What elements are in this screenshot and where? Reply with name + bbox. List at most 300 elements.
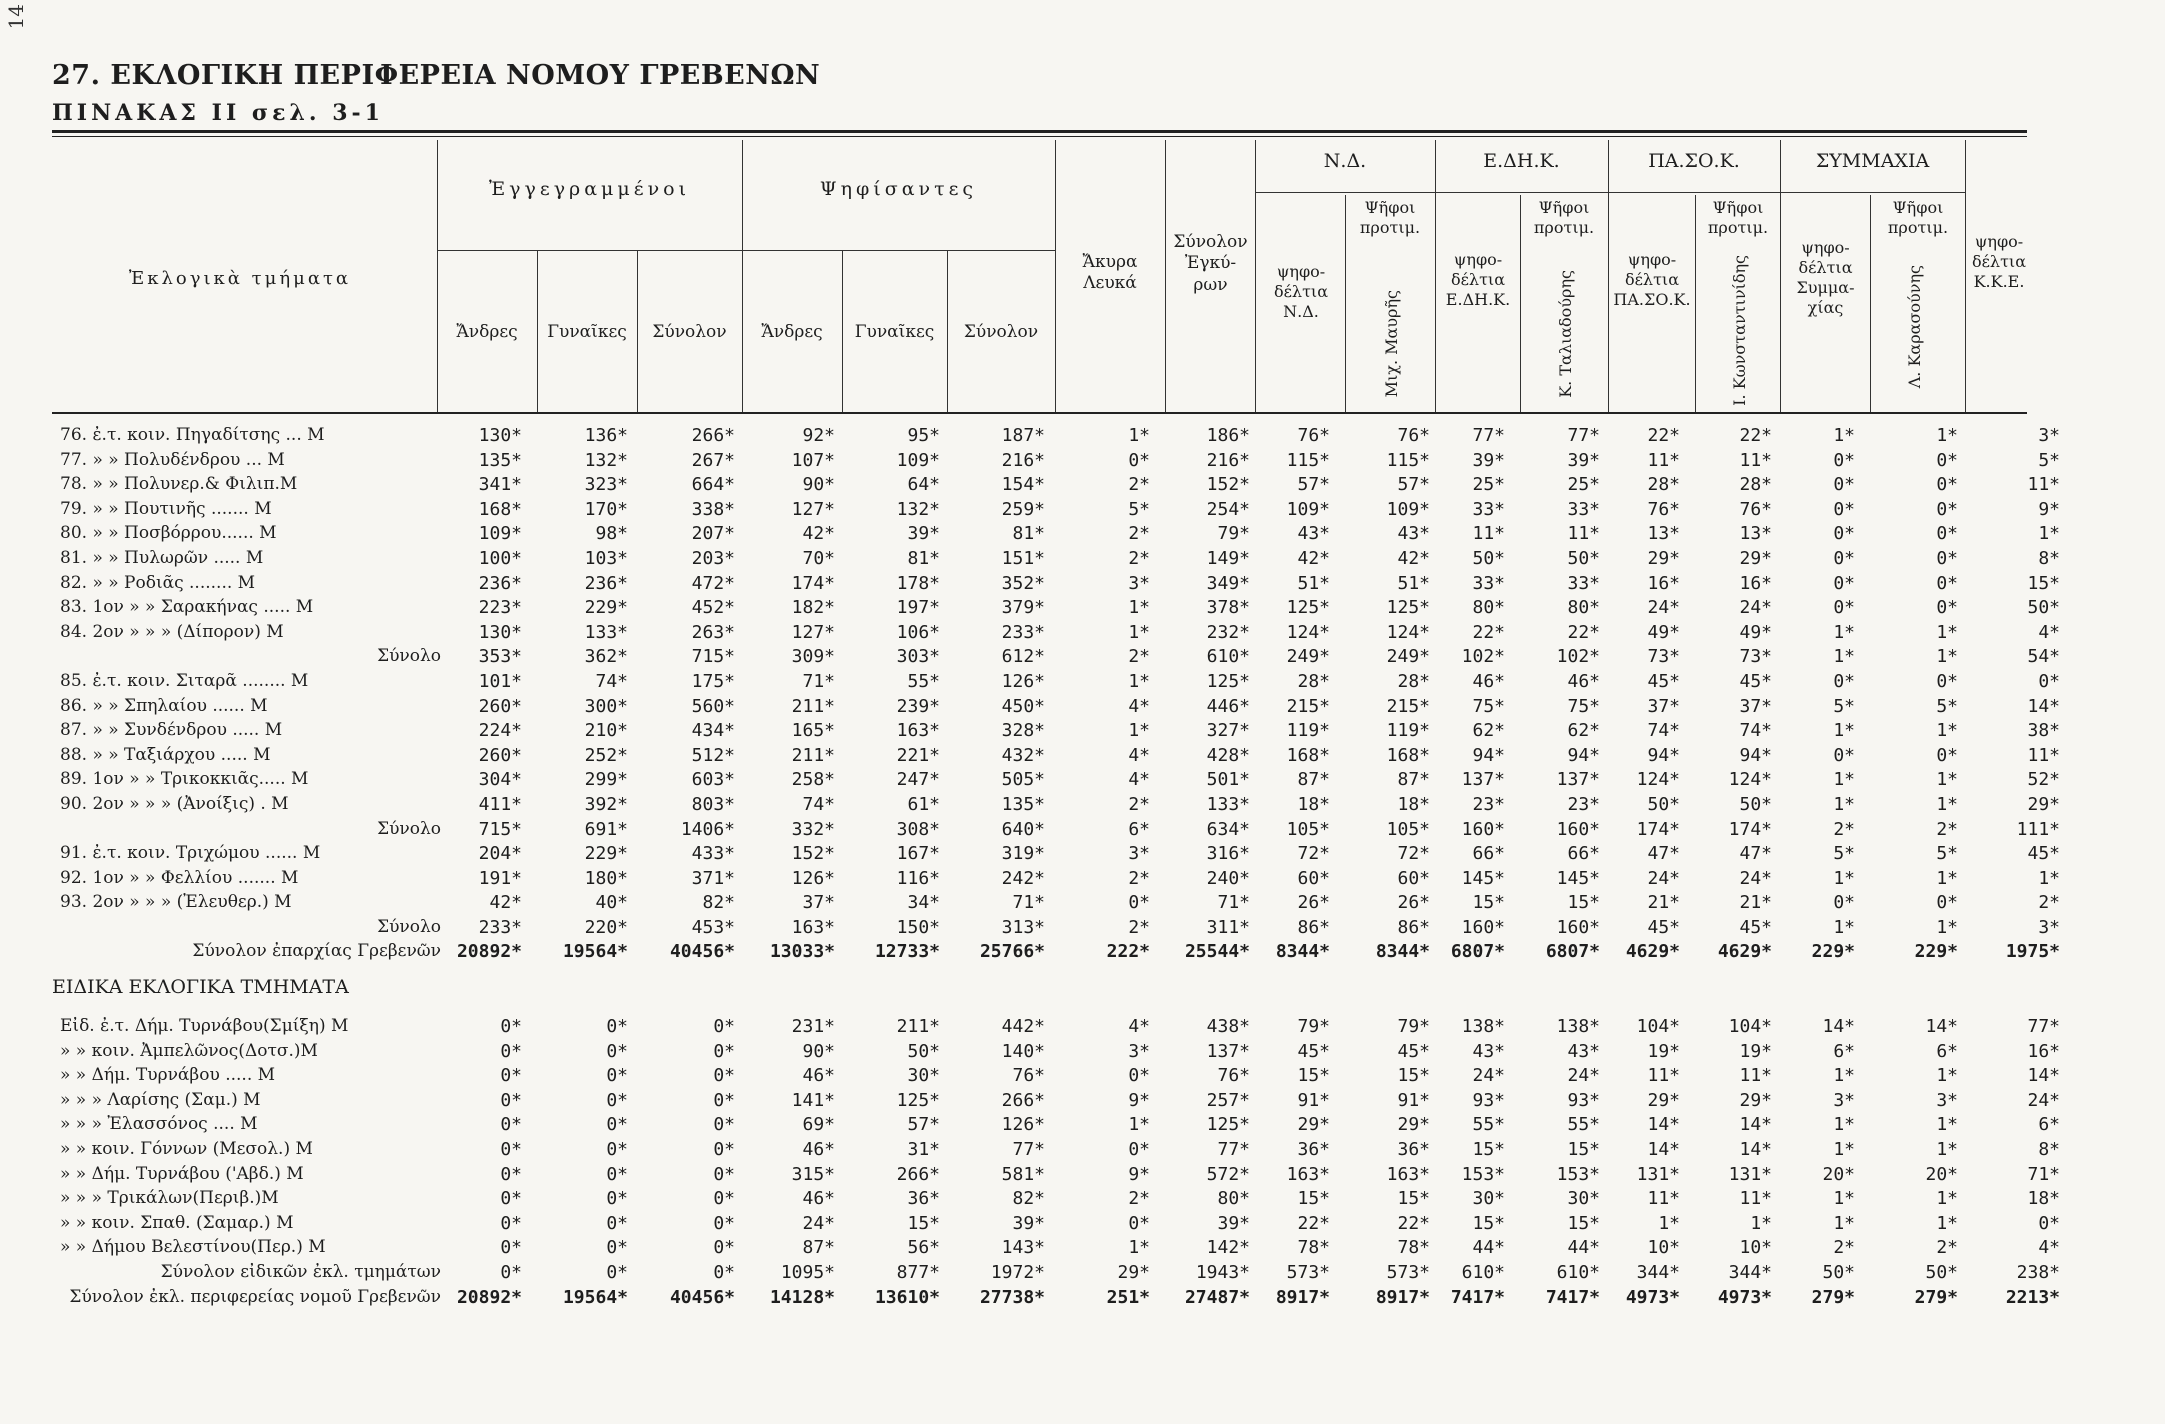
cell-value: 13*	[1739, 523, 1772, 545]
cell-value: 4*	[1128, 744, 1150, 766]
cell-value: 149*	[1206, 547, 1250, 569]
cell-value: 1*	[1833, 793, 1855, 815]
cell-value: 5*	[1833, 843, 1855, 865]
cell-value: 5*	[2038, 449, 2060, 471]
cell-value: 160*	[1556, 916, 1600, 938]
row-label: 80. » » Ποσβόρρου...... M	[60, 523, 277, 544]
cell-value: 39*	[907, 523, 940, 545]
cell-value: 15*	[1397, 1188, 1430, 1210]
cell-value: 4629*	[1717, 941, 1772, 963]
cell-value: 11*	[2027, 744, 2060, 766]
cell-value: 30*	[907, 1065, 940, 1087]
cell-value: 501*	[1206, 769, 1250, 791]
table-row	[0, 1065, 2165, 1090]
cell-value: 82*	[1012, 1188, 1045, 1210]
cell-value: 612*	[1001, 646, 1045, 668]
cell-value: 131*	[1728, 1163, 1772, 1185]
cell-value: 308*	[896, 818, 940, 840]
table-row	[0, 769, 2165, 794]
row-label: » » κοιν. Σπαθ. (Σαμαρ.) M	[60, 1212, 294, 1233]
cell-value: 204*	[478, 843, 522, 865]
row-label: 79. » » Πουτινῆς ....... M	[60, 498, 272, 519]
cell-value: 0*	[606, 1262, 628, 1283]
cell-value: 43*	[1297, 523, 1330, 545]
cell-value: 76*	[1217, 1065, 1250, 1087]
cell-value: 0*	[713, 1212, 735, 1234]
cell-value: 0*	[606, 1065, 628, 1087]
cell-value: 126*	[1001, 1114, 1045, 1136]
cell-value: 87*	[802, 1237, 835, 1259]
header-registered: Ἐγγεγραμμένοι	[488, 178, 691, 200]
cell-value: 236*	[584, 572, 628, 594]
cell-value: 233*	[1001, 621, 1045, 643]
cell-value: 95*	[907, 425, 940, 446]
cell-value: 240*	[1206, 867, 1250, 889]
cell-value: 610*	[1206, 646, 1250, 668]
cell-value: 78*	[1397, 1237, 1430, 1259]
cell-value: 9*	[1128, 1089, 1150, 1111]
cell-value: 36*	[1297, 1139, 1330, 1161]
cell-value: 142*	[1206, 1237, 1250, 1259]
cell-value: 1406*	[680, 818, 735, 840]
cell-value: 1*	[1128, 1237, 1150, 1259]
cell-value: 132*	[584, 449, 628, 471]
cell-value: 22*	[1739, 425, 1772, 446]
cell-value: 151*	[1001, 547, 1045, 569]
cell-value: 0*	[1936, 670, 1958, 692]
cell-value: 1*	[1833, 621, 1855, 643]
cell-value: 1*	[1936, 1114, 1958, 1136]
cell-value: 1*	[1936, 720, 1958, 742]
row-label: Σύνολο	[377, 916, 441, 937]
cell-value: 1*	[1128, 597, 1150, 619]
cell-value: 20892*	[456, 1286, 522, 1308]
table-row	[0, 892, 2165, 917]
cell-value: 0*	[606, 1040, 628, 1062]
cell-value: 715*	[478, 818, 522, 840]
cell-value: 453*	[691, 916, 735, 938]
cell-value: 0*	[2038, 1212, 2060, 1234]
cell-value: 327*	[1206, 720, 1250, 742]
cell-value: 81*	[907, 547, 940, 569]
header-bottom-rule	[52, 412, 2027, 414]
cell-value: 249*	[1386, 646, 1430, 668]
cell-value: 39*	[1217, 1212, 1250, 1234]
cell-value: 0*	[713, 1163, 735, 1185]
row-label: » » Δήμ. Τυρνάβου ('Αβδ.) M	[60, 1163, 304, 1184]
cell-value: 319*	[1001, 843, 1045, 865]
cell-value: 102*	[1556, 646, 1600, 668]
cell-value: 197*	[896, 597, 940, 619]
cell-value: 37*	[802, 892, 835, 914]
header-nd: Ν.Δ.	[1323, 150, 1367, 172]
cell-value: 71*	[2027, 1163, 2060, 1185]
cell-value: 0*	[1128, 1139, 1150, 1161]
cell-value: 5*	[1936, 843, 1958, 865]
cell-value: 341*	[478, 474, 522, 496]
cell-value: 438*	[1206, 1016, 1250, 1038]
cell-value: 137*	[1206, 1040, 1250, 1062]
cell-value: 24*	[2027, 1089, 2060, 1111]
cell-value: 52*	[2027, 769, 2060, 791]
cell-value: 2*	[1128, 916, 1150, 938]
cell-value: 136*	[584, 425, 628, 446]
cell-value: 7417*	[1545, 1286, 1600, 1308]
cell-value: 279*	[1811, 1286, 1855, 1308]
cell-value: 249*	[1286, 646, 1330, 668]
cell-value: 1*	[1936, 1212, 1958, 1234]
cell-value: 30*	[1472, 1188, 1505, 1210]
cell-value: 13033*	[769, 941, 835, 963]
cell-value: 29*	[1647, 1089, 1680, 1111]
table-row	[0, 1164, 2165, 1189]
cell-value: 154*	[1001, 474, 1045, 496]
table-row	[0, 1114, 2165, 1139]
cell-value: 446*	[1206, 695, 1250, 717]
cell-value: 1*	[1936, 425, 1958, 446]
header-cand-edik: Κ. Ταλιαδούρης	[1556, 270, 1575, 398]
cell-value: 2*	[1128, 547, 1150, 569]
cell-value: 1*	[1833, 720, 1855, 742]
cell-value: 0*	[1128, 892, 1150, 914]
cell-value: 74*	[595, 670, 628, 692]
cell-value: 77*	[1472, 425, 1505, 446]
cell-value: 279*	[1914, 1286, 1958, 1308]
cell-value: 133*	[584, 621, 628, 643]
cell-value: 15*	[2027, 572, 2060, 594]
cell-value: 1*	[1128, 425, 1150, 446]
cell-value: 46*	[1472, 670, 1505, 692]
cell-value: 45*	[1397, 1040, 1430, 1062]
cell-value: 24*	[1567, 1065, 1600, 1087]
cell-value: 86*	[1297, 916, 1330, 938]
table-body	[0, 425, 2165, 1311]
cell-value: 411*	[478, 793, 522, 815]
cell-value: 103*	[584, 547, 628, 569]
cell-value: 50*	[1647, 793, 1680, 815]
cell-value: 25*	[1567, 474, 1600, 496]
cell-value: 0*	[1936, 474, 1958, 496]
cell-value: 14*	[2027, 1065, 2060, 1087]
cell-value: 222*	[1106, 941, 1150, 963]
cell-value: 79*	[1217, 523, 1250, 545]
cell-value: 238*	[2016, 1262, 2060, 1283]
cell-value: 77*	[1012, 1139, 1045, 1161]
cell-value: 0*	[1833, 744, 1855, 766]
cell-value: 145*	[1461, 867, 1505, 889]
cell-value: 160*	[1461, 818, 1505, 840]
cell-value: 24*	[1647, 597, 1680, 619]
header-sections: Ἐκλογικὰ τμήματα	[128, 268, 352, 289]
row-label: 92. 1ον » » Φελλίου ....... M	[60, 867, 299, 888]
table-row	[0, 523, 2165, 548]
header-pref-nd: Ψῆφοι προτιμ.	[1359, 198, 1421, 237]
cell-value: 3*	[1833, 1089, 1855, 1111]
cell-value: 1*	[1936, 793, 1958, 815]
cell-value: 80*	[1217, 1188, 1250, 1210]
cell-value: 90*	[802, 1040, 835, 1062]
cell-value: 379*	[1001, 597, 1045, 619]
cell-value: 93*	[1567, 1089, 1600, 1111]
cell-value: 3*	[1936, 1089, 1958, 1111]
cell-value: 0*	[1936, 892, 1958, 914]
cell-value: 16*	[1647, 572, 1680, 594]
cell-value: 73*	[1739, 646, 1772, 668]
cell-value: 1*	[1936, 621, 1958, 643]
cell-value: 8917*	[1375, 1286, 1430, 1308]
cell-value: 167*	[896, 843, 940, 865]
cell-value: 304*	[478, 769, 522, 791]
cell-value: 124*	[1286, 621, 1330, 643]
cell-value: 715*	[691, 646, 735, 668]
cell-value: 75*	[1567, 695, 1600, 717]
cell-value: 24*	[1739, 597, 1772, 619]
cell-value: 1095*	[780, 1262, 835, 1283]
cell-value: 50*	[1567, 547, 1600, 569]
cell-value: 15*	[1397, 1065, 1430, 1087]
cell-value: 9*	[2038, 498, 2060, 520]
header-pref-pasok: Ψῆφοι προτιμ.	[1707, 198, 1769, 237]
cell-value: 1*	[1833, 1114, 1855, 1136]
cell-value: 22*	[1397, 1212, 1430, 1234]
cell-value: 353*	[478, 646, 522, 668]
table-row	[0, 1139, 2165, 1164]
cell-value: 4*	[1128, 1016, 1150, 1038]
cell-value: 0*	[500, 1016, 522, 1038]
header-reg-women: Γυναῖκες	[547, 322, 627, 342]
cell-value: 135*	[478, 449, 522, 471]
cell-value: 2*	[1128, 793, 1150, 815]
cell-value: 94*	[1567, 744, 1600, 766]
cell-value: 28*	[1297, 670, 1330, 692]
cell-value: 50*	[1822, 1262, 1855, 1283]
cell-value: 0*	[606, 1089, 628, 1111]
header-voted-total: Σύνολον	[963, 322, 1039, 342]
cell-value: 152*	[1206, 474, 1250, 496]
cell-value: 15*	[1297, 1188, 1330, 1210]
cell-value: 15*	[1567, 1212, 1600, 1234]
cell-value: 3*	[1128, 843, 1150, 865]
cell-value: 266*	[691, 425, 735, 446]
cell-value: 0*	[1833, 474, 1855, 496]
cell-value: 77*	[1217, 1139, 1250, 1161]
cell-value: 15*	[1297, 1065, 1330, 1087]
cell-value: 39*	[1472, 449, 1505, 471]
cell-value: 1975*	[2005, 941, 2060, 963]
cell-value: 101*	[478, 670, 522, 692]
cell-value: 1972*	[990, 1262, 1045, 1283]
cell-value: 2*	[1936, 818, 1958, 840]
cell-value: 1*	[1128, 621, 1150, 643]
cell-value: 50*	[1925, 1262, 1958, 1283]
cell-value: 251*	[1106, 1286, 1150, 1308]
table-row	[0, 646, 2165, 671]
cell-value: 303*	[896, 646, 940, 668]
cell-value: 450*	[1001, 695, 1045, 717]
cell-value: 311*	[1206, 916, 1250, 938]
cell-value: 432*	[1001, 744, 1045, 766]
cell-value: 0*	[500, 1114, 522, 1136]
cell-value: 2*	[1833, 1237, 1855, 1259]
cell-value: 46*	[802, 1065, 835, 1087]
row-label: 83. 1ον » » Σαρακήνας ..... M	[60, 597, 314, 618]
table-row	[0, 843, 2165, 868]
cell-value: 5*	[1833, 695, 1855, 717]
cell-value: 50*	[1472, 547, 1505, 569]
cell-value: 74*	[802, 793, 835, 815]
cell-value: 55*	[1567, 1114, 1600, 1136]
cell-value: 137*	[1556, 769, 1600, 791]
cell-value: 186*	[1206, 425, 1250, 446]
cell-value: 3*	[1128, 1040, 1150, 1062]
cell-value: 11*	[1647, 1065, 1680, 1087]
cell-value: 223*	[478, 597, 522, 619]
cell-value: 215*	[1386, 695, 1430, 717]
cell-value: 11*	[1472, 523, 1505, 545]
row-label: 81. » » Πυλωρῶν ..... M	[60, 547, 264, 568]
cell-value: 11*	[2027, 474, 2060, 496]
cell-value: 1*	[1658, 1212, 1680, 1234]
cell-value: 37*	[1739, 695, 1772, 717]
cell-value: 160*	[1556, 818, 1600, 840]
table-row	[0, 1188, 2165, 1213]
cell-value: 1*	[1128, 670, 1150, 692]
cell-value: 344*	[1636, 1262, 1680, 1283]
cell-value: 0*	[606, 1237, 628, 1259]
cell-value: 168*	[1386, 744, 1430, 766]
row-label: 77. » » Πολυδένδρου ... M	[60, 449, 285, 470]
cell-value: 0*	[500, 1188, 522, 1210]
cell-value: 239*	[896, 695, 940, 717]
cell-value: 349*	[1206, 572, 1250, 594]
cell-value: 229*	[584, 597, 628, 619]
table-row	[0, 1090, 2165, 1115]
cell-value: 0*	[500, 1089, 522, 1111]
cell-value: 0*	[1936, 597, 1958, 619]
cell-value: 8344*	[1375, 941, 1430, 963]
cell-value: 6*	[1128, 818, 1150, 840]
cell-value: 0*	[1936, 449, 1958, 471]
cell-value: 0*	[1936, 498, 1958, 520]
page-number: 14	[4, 4, 28, 30]
cell-value: 19564*	[562, 941, 628, 963]
cell-value: 0*	[606, 1139, 628, 1161]
cell-value: 87*	[1297, 769, 1330, 791]
cell-value: 259*	[1001, 498, 1045, 520]
cell-value: 0*	[500, 1163, 522, 1185]
table-row	[0, 1041, 2165, 1066]
cell-value: 138*	[1461, 1016, 1505, 1038]
cell-value: 328*	[1001, 720, 1045, 742]
cell-value: 0*	[713, 1089, 735, 1111]
cell-value: 4973*	[1625, 1286, 1680, 1308]
cell-value: 236*	[478, 572, 522, 594]
cell-value: 0*	[1936, 523, 1958, 545]
cell-value: 433*	[691, 843, 735, 865]
cell-value: 132*	[896, 498, 940, 520]
cell-value: 64*	[907, 474, 940, 496]
cell-value: 452*	[691, 597, 735, 619]
cell-value: 9*	[1128, 1163, 1150, 1185]
table-row	[0, 425, 2165, 450]
cell-value: 392*	[584, 793, 628, 815]
cell-value: 140*	[1001, 1040, 1045, 1062]
cell-value: 20892*	[456, 941, 522, 963]
cell-value: 153*	[1461, 1163, 1505, 1185]
cell-value: 1*	[1936, 646, 1958, 668]
cell-value: 1*	[2038, 867, 2060, 889]
cell-value: 42*	[489, 892, 522, 914]
cell-value: 28*	[1739, 474, 1772, 496]
cell-value: 71*	[1217, 892, 1250, 914]
row-label: Σύνολο	[377, 646, 441, 667]
table-row	[0, 1213, 2165, 1238]
cell-value: 1*	[2038, 523, 2060, 545]
cell-value: 14*	[1925, 1016, 1958, 1038]
cell-value: 163*	[1286, 1163, 1330, 1185]
cell-value: 0*	[606, 1016, 628, 1038]
cell-value: 19*	[1647, 1040, 1680, 1062]
cell-value: 168*	[478, 498, 522, 520]
cell-value: 242*	[1001, 867, 1045, 889]
cell-value: 15*	[1472, 1212, 1505, 1234]
cell-value: 344*	[1728, 1262, 1772, 1283]
cell-value: 0*	[1833, 498, 1855, 520]
cell-value: 145*	[1556, 867, 1600, 889]
cell-value: 11*	[1739, 1065, 1772, 1087]
cell-value: 15*	[1472, 892, 1505, 914]
cell-value: 315*	[791, 1163, 835, 1185]
cell-value: 71*	[802, 670, 835, 692]
cell-value: 0*	[713, 1065, 735, 1087]
cell-value: 5*	[1128, 498, 1150, 520]
cell-value: 11*	[1647, 449, 1680, 471]
cell-value: 309*	[791, 646, 835, 668]
cell-value: 72*	[1297, 843, 1330, 865]
cell-value: 76*	[1297, 425, 1330, 446]
cell-value: 116*	[896, 867, 940, 889]
cell-value: 260*	[478, 695, 522, 717]
cell-value: 1943*	[1195, 1262, 1250, 1283]
cell-value: 56*	[907, 1237, 940, 1259]
cell-value: 0*	[1833, 547, 1855, 569]
row-label: » » κοιν. Γόννων (Μεσολ.) M	[60, 1139, 313, 1160]
cell-value: 119*	[1386, 720, 1430, 742]
cell-value: 505*	[1001, 769, 1045, 791]
cell-value: 46*	[802, 1188, 835, 1210]
cell-value: 40456*	[669, 941, 735, 963]
cell-value: 47*	[1647, 843, 1680, 865]
cell-value: 29*	[1647, 547, 1680, 569]
table-row	[0, 597, 2165, 622]
cell-value: 6*	[2038, 1114, 2060, 1136]
table-row	[0, 548, 2165, 573]
cell-value: 69*	[802, 1114, 835, 1136]
cell-value: 24*	[1472, 1065, 1505, 1087]
cell-value: 14*	[1739, 1114, 1772, 1136]
cell-value: 125*	[896, 1089, 940, 1111]
table-row	[0, 671, 2165, 696]
cell-value: 26*	[1397, 892, 1430, 914]
cell-value: 105*	[1286, 818, 1330, 840]
row-label: 87. » » Συνδένδρου ..... M	[60, 720, 283, 741]
cell-value: 2*	[1128, 1188, 1150, 1210]
cell-value: 210*	[584, 720, 628, 742]
cell-value: 33*	[1567, 572, 1600, 594]
cell-value: 76*	[1012, 1065, 1045, 1087]
cell-value: 22*	[1472, 621, 1505, 643]
cell-value: 0*	[713, 1139, 735, 1161]
